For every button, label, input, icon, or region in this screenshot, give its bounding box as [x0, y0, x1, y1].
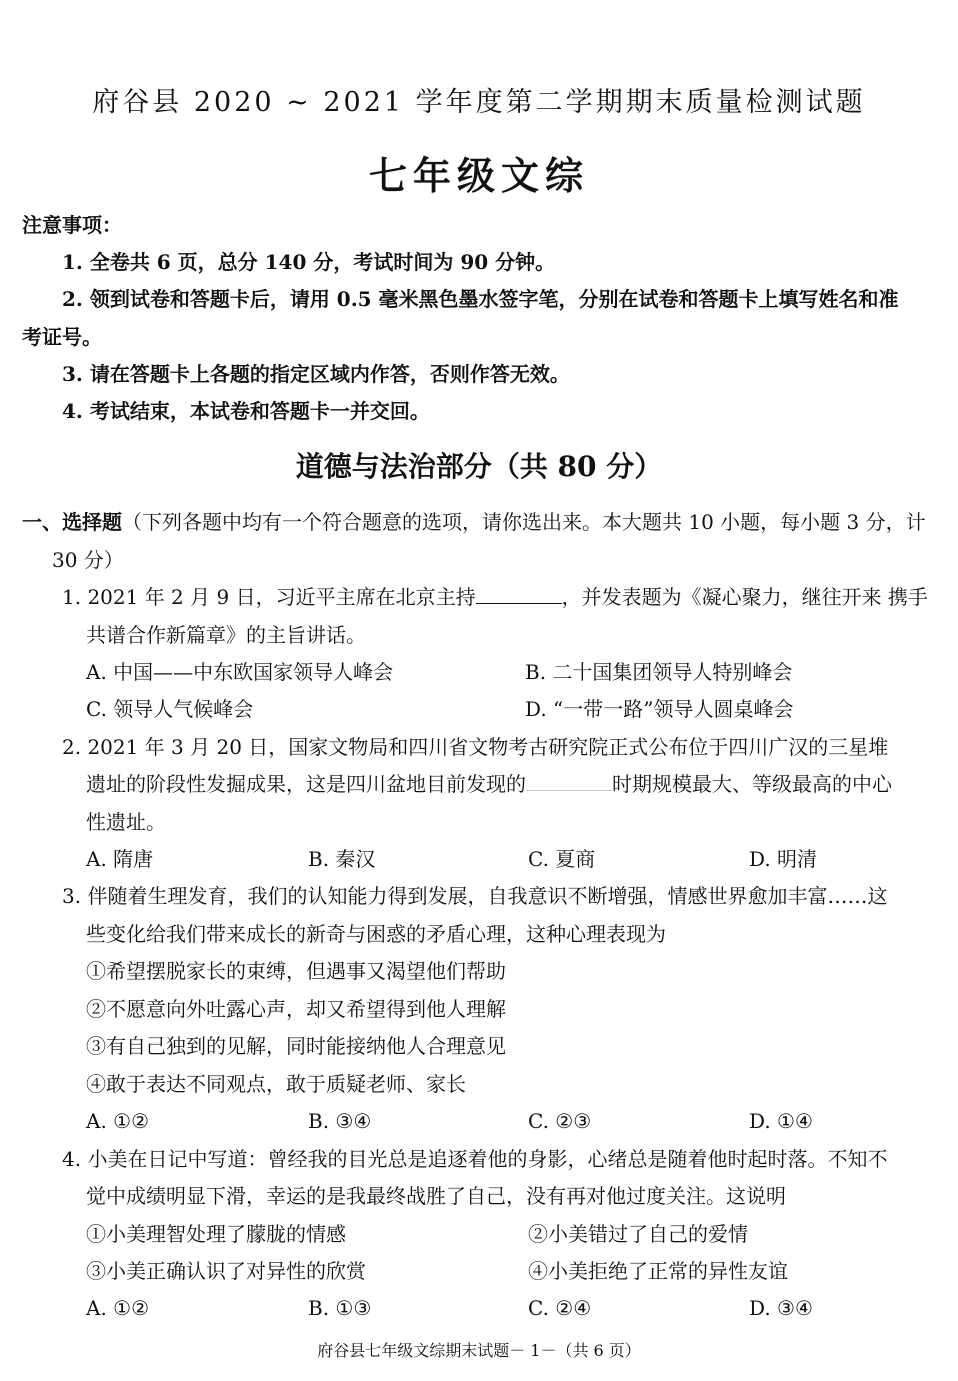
q-text: 觉中成绩明显下滑，幸运的是我最终战胜了自己，没有再对他过度关注。这说明: [86, 1184, 786, 1208]
part-heading: [22, 510, 926, 534]
answer-blank: [526, 772, 612, 791]
answer-blank: [476, 585, 562, 604]
question-3: 3. 伴随着生理发育，我们的认知能力得到发展，自我意识不断增强，情感世界愈加丰富……这: [62, 884, 888, 908]
statement: ③小美正确认识了对异性的欣赏: [86, 1259, 366, 1283]
option-d: D. 明清: [749, 847, 818, 871]
option-c: C. 领导人气候峰会: [86, 697, 254, 721]
statement: ②不愿意向外吐露心声，却又希望得到他人理解: [86, 997, 506, 1021]
notice-item: 2. 领到试卷和答题卡后，请用 0.5 毫米黑色墨水签字笔，分别在试卷和答题卡上填写姓名和准: [62, 287, 899, 311]
q-text: 共谱合作新篇章》的主旨讲话。: [86, 623, 366, 647]
q-text: 性遗址。: [86, 810, 166, 834]
option-a: A. 隋唐: [86, 847, 154, 871]
notice-item: 考证号。: [22, 325, 102, 349]
option-b: B. 二十国集团领导人特别峰会: [525, 660, 793, 684]
statement: ①希望摆脱家长的束缚，但遇事又渴望他们帮助: [86, 959, 506, 983]
option-a: A. ①②: [86, 1296, 150, 1320]
q-text: 些变化给我们带来成长的新奇与困惑的矛盾心理，这种心理表现为: [86, 922, 666, 946]
statement: ④敢于表达不同观点，敢于质疑老师、家长: [86, 1072, 466, 1096]
q-text: 1. 2021 年 2 月 9 日，习近平主席在北京主持: [62, 585, 476, 609]
statement: ②小美错过了自己的爱情: [528, 1222, 748, 1246]
option-c: C. 夏商: [528, 847, 596, 871]
option-c: C. ②③: [528, 1109, 592, 1133]
option-a: A. ①②: [86, 1109, 150, 1133]
question-1: [62, 585, 928, 609]
statement: ①小美理智处理了朦胧的情感: [86, 1222, 346, 1246]
notice-item: 1. 全卷共 6 页，总分 140 分，考试时间为 90 分钟。: [62, 250, 556, 274]
option-d: D. ③④: [749, 1296, 813, 1320]
statement: ③有自己独到的见解，同时能接纳他人合理意见: [86, 1034, 506, 1058]
option-d: D. ①④: [749, 1109, 813, 1133]
q-text: 时期规模最大、等级最高的中心: [612, 772, 892, 796]
notice-item: 3. 请在答题卡上各题的指定区域内作答，否则作答无效。: [62, 362, 570, 386]
question-4: 4. 小美在日记中写道：曾经我的目光总是追逐着他的身影，心绪总是随着他时起时落。不知不: [62, 1147, 888, 1171]
exam-subtitle: 七年级文综: [368, 153, 589, 198]
option-a: A. 中国——中东欧国家领导人峰会: [86, 660, 394, 684]
notice-item: 4. 考试结束，本试卷和答题卡一并交回。: [62, 399, 430, 423]
option-b: B. ③④: [308, 1109, 372, 1133]
q-text: ，并发表题为《凝心聚力，继往开来 携手: [561, 585, 928, 609]
part-desc: 30 分）: [52, 548, 124, 572]
statement: ④小美拒绝了正常的异性友谊: [528, 1259, 788, 1283]
q-text: [86, 772, 892, 796]
notice-heading: 注意事项：: [22, 213, 122, 237]
option-b: B. 秦汉: [308, 847, 376, 871]
part-desc: （下列各题中均有一个符合题意的选项，请你选出来。本大题共 10 小题，每小题 3 分，计: [122, 510, 926, 534]
exam-title: 府谷县 2020 ~ 2021 学年度第二学期期末质量检测试题: [92, 87, 866, 118]
option-b: B. ①③: [308, 1296, 372, 1320]
page-footer: 府谷县七年级文综期末试题－ 1－（共 6 页）: [317, 1341, 641, 1360]
q-text: 遗址的阶段性发掘成果，这是四川盆地目前发现的: [86, 772, 526, 796]
question-2: 2. 2021 年 3 月 20 日，国家文物局和四川省文物考古研究院正式公布位于四川广汉的三星堆: [62, 735, 889, 759]
part-title: 一、选择题: [22, 510, 122, 534]
option-d: D. “一带一路”领导人圆桌峰会: [525, 697, 794, 721]
section-title: 道德与法治部分（共 80 分）: [295, 450, 663, 483]
option-c: C. ②④: [528, 1296, 592, 1320]
